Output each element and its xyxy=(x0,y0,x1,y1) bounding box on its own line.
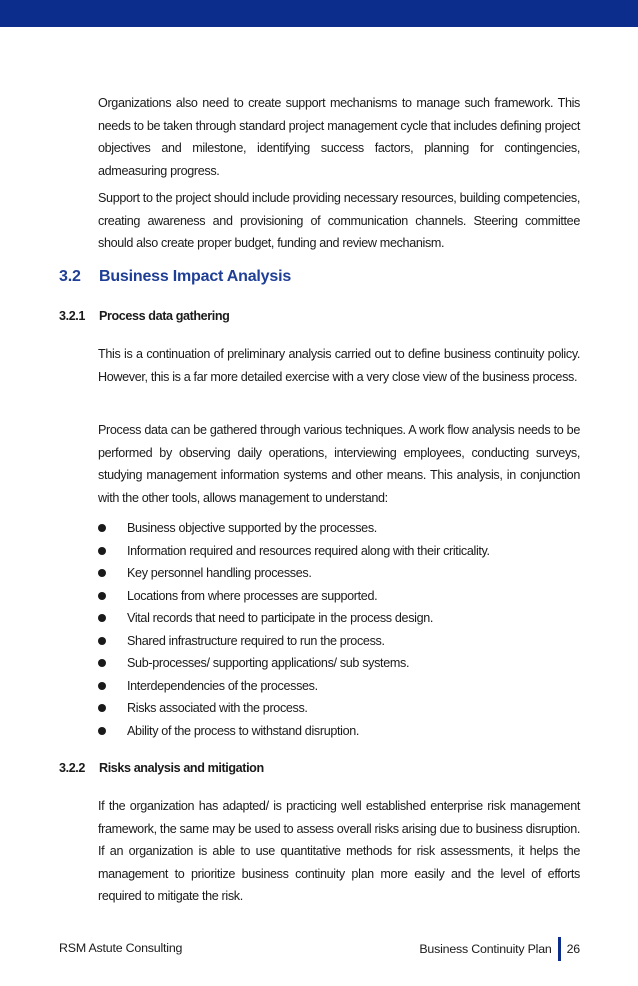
footer-title: Business Continuity Plan xyxy=(419,942,552,956)
section-heading-3-2 xyxy=(59,268,291,286)
bullet-icon xyxy=(98,569,106,577)
footer-divider xyxy=(558,937,561,961)
bullet-list xyxy=(98,517,578,742)
paragraph-continuation: This is a continuation of preliminary analysis carried out to define business continuity policy. However, this is a far more detailed exercise with a very close view of the business process. xyxy=(98,347,580,384)
subsection-number: 3.2.1 xyxy=(59,309,86,323)
list-item: Vital records that need to participate in the process design. xyxy=(98,607,578,630)
subsection-number: 3.2.2 xyxy=(59,761,86,775)
subsection-title: Process data gathering xyxy=(99,309,230,323)
paragraph-support-mechanisms: Organizations also need to create support mechanisms to manage such framework. This needs to be taken through standard project management cycle that includes defining project objectives and milestone, identifying success factors, planning for contingencies, admeasuring progress. xyxy=(98,96,580,178)
list-item: Sub-processes/ supporting applications/ sub systems. xyxy=(98,652,578,675)
footer-company: RSM Astute Consulting xyxy=(59,941,183,955)
bullet-icon xyxy=(98,727,106,735)
paragraph-risk-analysis: If the organization has adapted/ is practicing well established enterprise risk management framework, the same may be used to assess overall risks arising due to business disruption. If an organization is able to use quantitative methods for risk assessments, it helps the management to prioritize business continuity plan more easily and the level of efforts required to mitigate the risk. xyxy=(98,799,580,903)
list-item: Key personnel handling processes. xyxy=(98,562,578,585)
list-item: Locations from where processes are supported. xyxy=(98,585,578,608)
bullet-icon xyxy=(98,524,106,532)
bullet-icon xyxy=(98,637,106,645)
list-item: Business objective supported by the processes. xyxy=(98,517,578,540)
section-title: Business Impact Analysis xyxy=(99,268,292,285)
bullet-icon xyxy=(98,704,106,712)
bullet-icon xyxy=(98,659,106,667)
list-item: Ability of the process to withstand disruption. xyxy=(98,720,578,743)
bullet-icon xyxy=(98,682,106,690)
bullet-icon xyxy=(98,547,106,555)
paragraph-project-support: Support to the project should include providing necessary resources, building competencies, creating awareness and provisioning of communication channels. Steering committee should also create proper budget, funding and review mechanism. xyxy=(98,191,580,250)
subsection-title: Risks analysis and mitigation xyxy=(99,761,264,775)
list-item: Risks associated with the process. xyxy=(98,697,578,720)
subsection-heading-3-2-2 xyxy=(59,761,264,775)
list-item: Information required and resources required along with their criticality. xyxy=(98,540,578,563)
header-bar xyxy=(0,0,638,27)
list-item: Shared infrastructure required to run the process. xyxy=(98,630,578,653)
footer-document xyxy=(419,937,580,961)
section-number: 3.2 xyxy=(59,268,81,285)
page-number: 26 xyxy=(566,942,580,956)
paragraph-process-data: Process data can be gathered through various techniques. A work flow analysis needs to be performed by observing daily operations, interviewing employees, conducting surveys, studying management information systems and other means. This analysis, in conjunction with the other tools, allows management to understand: xyxy=(98,423,580,505)
bullet-icon xyxy=(98,592,106,600)
subsection-heading-3-2-1 xyxy=(59,309,229,323)
list-item: Interdependencies of the processes. xyxy=(98,675,578,698)
bullet-icon xyxy=(98,614,106,622)
